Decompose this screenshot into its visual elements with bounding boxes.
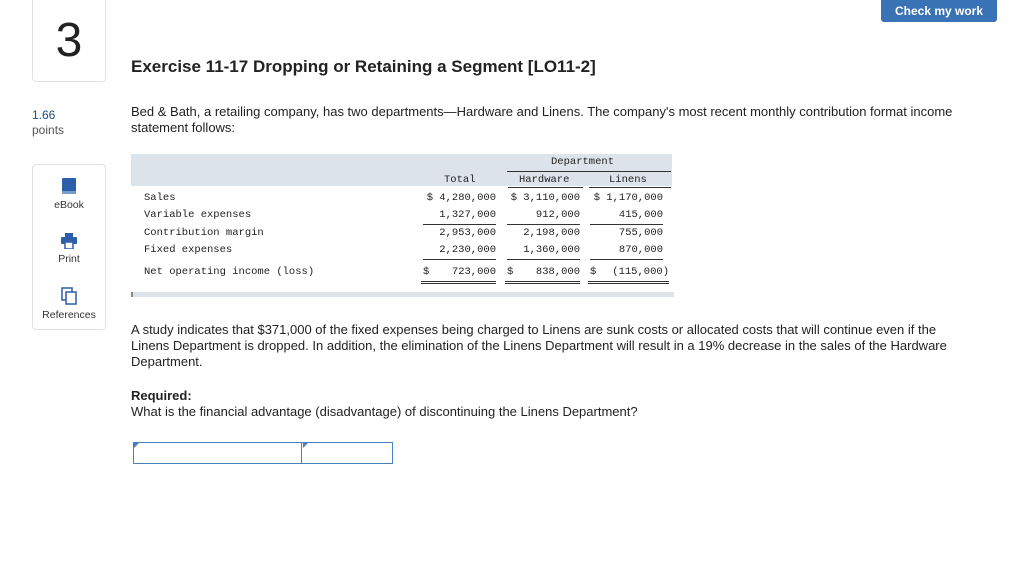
net-total-sign: $ (423, 266, 430, 278)
fixed-hardware: 1,360,000 (523, 244, 580, 256)
check-my-work-button[interactable]: Check my work (881, 0, 997, 22)
variable-total-underline (423, 224, 496, 225)
statement-footer-bar (131, 292, 674, 297)
book-icon (61, 177, 77, 195)
net-hardware: 838,000 (535, 266, 580, 278)
required-heading: Required: (131, 388, 192, 403)
header-band-2 (131, 170, 672, 186)
exercise-title: Exercise 11-17 Dropping or Retaining a Segment [LO11-2] (131, 57, 596, 76)
col-linens-header: Linens (609, 174, 647, 186)
fixed-total: 2,230,000 (439, 244, 496, 256)
net-total: 723,000 (451, 266, 496, 278)
variable-hardware-underline (507, 224, 580, 225)
row-label-fixed: Fixed expenses (144, 244, 233, 256)
sales-hardware: $ 3,110,000 (510, 192, 580, 204)
required-question: What is the financial advantage (disadvantage) of discontinuing the Linens Department? (131, 404, 638, 419)
points-info (32, 108, 64, 138)
row-label-net: Net operating income (loss) (144, 266, 315, 278)
dropdown-marker-icon (303, 443, 308, 448)
dropdown-marker-icon (134, 443, 139, 448)
points-value: 1.66 (32, 108, 56, 122)
print-button[interactable] (33, 233, 105, 265)
fixed-linens: 870,000 (618, 244, 663, 256)
net-total-underline-2 (421, 283, 496, 284)
row-label-variable: Variable expenses (144, 209, 252, 221)
hardware-underline (508, 187, 583, 188)
net-linens-underline-2 (588, 283, 669, 284)
points-label: points (32, 123, 65, 137)
row-label-sales: Sales (144, 192, 176, 204)
net-linens-underline-1 (588, 281, 669, 282)
study-paragraph: A study indicates that $371,000 of the fixed expenses being charged to Linens are sunk costs or allocated costs that will continue even if the Linens Department is dropped. In addition, the elimination of the Linens Department will result in a 19% decrease in the sales of the Hardware Department. (131, 322, 947, 369)
sales-linens: $ 1,170,000 (593, 192, 663, 204)
col-hardware-header: Hardware (519, 174, 570, 186)
ebook-label: eBook (54, 199, 84, 211)
references-label: References (42, 309, 96, 321)
question-number: 3 (32, 0, 106, 82)
ebook-button[interactable] (33, 177, 105, 211)
contribution-linens: 755,000 (618, 227, 663, 239)
fixed-linens-underline (590, 259, 663, 260)
answer-row (133, 442, 393, 464)
contribution-total: 2,953,000 (439, 227, 496, 239)
fixed-total-underline (423, 259, 496, 260)
contribution-hardware: 2,198,000 (523, 227, 580, 239)
exercise-intro: Bed & Bath, a retailing company, has two departments—Hardware and Linens. The company's most recent monthly contribution format income statement follows: (131, 104, 953, 135)
references-button[interactable] (33, 287, 105, 321)
col-total-header: Total (444, 174, 476, 186)
variable-hardware: 912,000 (535, 209, 580, 221)
net-hardware-sign: $ (507, 266, 514, 278)
answer-label-input[interactable] (134, 443, 302, 463)
print-label: Print (58, 253, 80, 265)
variable-total: 1,327,000 (439, 209, 496, 221)
net-hardware-underline-1 (505, 281, 580, 282)
tools-panel (32, 164, 106, 330)
net-hardware-underline-2 (505, 283, 580, 284)
income-statement (131, 154, 672, 284)
answer-amount-input[interactable] (302, 443, 392, 463)
references-icon (61, 287, 77, 305)
variable-linens: 415,000 (618, 209, 663, 221)
department-underline (507, 171, 671, 172)
net-total-underline-1 (421, 281, 496, 282)
linens-underline (589, 187, 671, 188)
department-header: Department (551, 156, 615, 168)
row-label-contribution: Contribution margin (144, 227, 264, 239)
net-linens-sign: $ (590, 266, 597, 278)
printer-icon (61, 233, 77, 249)
variable-linens-underline (590, 224, 663, 225)
fixed-hardware-underline (507, 259, 580, 260)
sales-total: $ 4,280,000 (426, 192, 496, 204)
net-linens: (115,000) (612, 266, 669, 278)
